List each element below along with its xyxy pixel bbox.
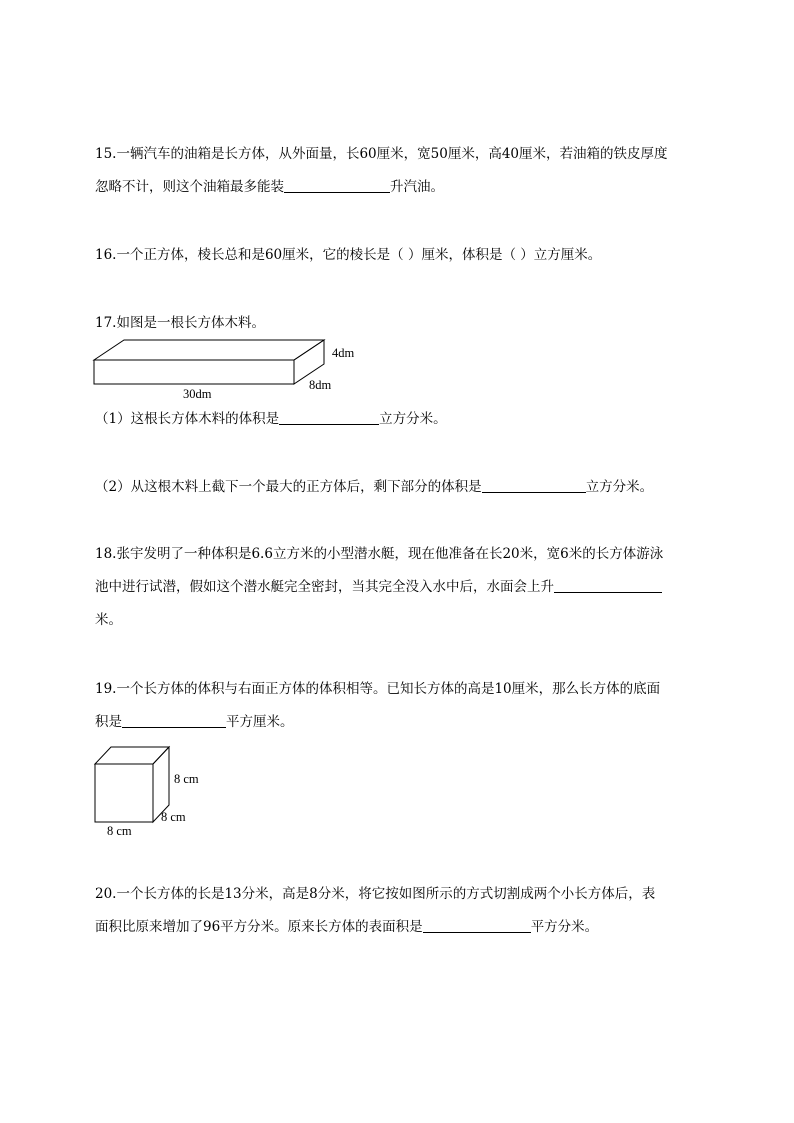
q17-sub1-answer-blank[interactable] [279, 410, 379, 425]
q17-length-label: 30dm [183, 387, 212, 401]
q19-depth-label: 8 cm [161, 810, 186, 824]
q16-line1: 16.一个正方体，棱长总和是60厘米，它的棱长是（ ）厘米，体积是（ ）立方厘米。 [95, 247, 602, 263]
q19-text-before: 积是 [95, 714, 122, 730]
q19-answer-blank[interactable] [122, 713, 226, 728]
q20-text-after: 平方分米。 [530, 919, 599, 935]
q15-text-after: 升汽油。 [390, 179, 444, 195]
q17-intro: 17.如图是一根长方体木料。 [95, 315, 265, 331]
q17-cuboid-figure [88, 334, 378, 404]
q19-line1: 19.一个长方体的体积与右面正方体的体积相等。已知长方体的高是10厘米，那么长方体的底面 [95, 681, 661, 697]
q19-height-label: 8 cm [174, 772, 199, 786]
q17-sub2-text-before: （2）从这根木料上截下一个最大的正方体后，剩下部分的体积是 [95, 479, 482, 495]
q19-width-label: 8 cm [107, 824, 132, 838]
q18-line2 [95, 578, 662, 596]
q17-sub2-text-after: 立方分米。 [585, 479, 654, 495]
q17-height-label: 4dm [332, 346, 355, 360]
q17-width-label: 8dm [309, 378, 332, 392]
q19-text-after: 平方厘米。 [226, 714, 294, 730]
q17-sub1-text-before: （1）这根长方体木料的体积是 [95, 411, 280, 427]
q17-sub2 [95, 478, 653, 496]
q17-sub2-answer-blank[interactable] [482, 478, 586, 493]
q15-text-before: 忽略不计，则这个油箱最多能装 [95, 179, 284, 195]
q17-sub1-text-after: 立方分米。 [379, 411, 447, 427]
q19-cube-figure [90, 742, 210, 842]
q15-answer-blank[interactable] [284, 178, 390, 193]
q20-line2 [95, 918, 598, 936]
q18-answer-blank[interactable] [554, 578, 662, 593]
q18-line1: 18.张宇发明了一种体积是6.6立方米的小型潜水艇，现在他准备在长20米，宽6米的长方体游泳 [95, 546, 664, 562]
q20-text-before: 面积比原来增加了96平方分米。原来长方体的表面积是 [95, 919, 423, 935]
q19-top-face [95, 747, 169, 764]
q17-sub1 [95, 410, 447, 428]
q15-line1: 15.一辆汽车的油箱是长方体，从外面量，长60厘米，宽50厘米，高40厘米，若油箱的铁皮厚度 [95, 146, 668, 162]
q15-line2 [95, 178, 444, 196]
q17-front-face [94, 360, 294, 384]
q20-answer-blank[interactable] [423, 918, 531, 933]
q18-text-before: 池中进行试潜，假如这个潜水艇完全密封，当其完全没入水中后，水面会上升 [95, 579, 554, 595]
q19-front-face [95, 764, 153, 822]
q17-top-face [94, 340, 324, 360]
q20-line1: 20.一个长方体的长是13分米，高是8分米，将它按如图所示的方式切割成两个小长方体后，表 [95, 886, 656, 902]
q19-line2 [95, 713, 294, 731]
q18-line3: 米。 [95, 612, 122, 628]
